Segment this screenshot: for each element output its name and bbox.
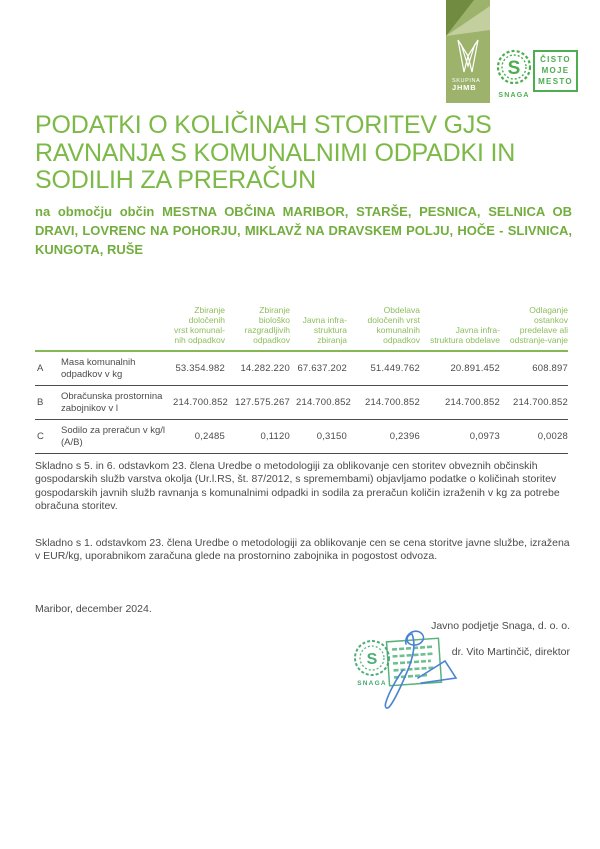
cell-value: 0,2485: [167, 420, 225, 454]
group-name: JHMB: [452, 83, 477, 93]
subtitle-intro: na območju občin: [35, 204, 155, 219]
cell-value: 214.700.852: [500, 386, 568, 420]
row-label: Sodilo za preračun v kg/l (A/B): [55, 420, 167, 454]
cell-value: 214.700.852: [290, 386, 347, 420]
jhmb-logo-text: [452, 78, 480, 93]
row-id: A: [35, 351, 55, 386]
row-label: Obračunska prostornina zabojnikov v l: [55, 386, 167, 420]
group-label: SKUPINA: [452, 78, 481, 84]
svg-text:S: S: [366, 651, 378, 668]
mesto-line: MESTO: [538, 77, 573, 86]
quantities-table-wrap: [35, 287, 570, 454]
jhmb-banner: [446, 0, 490, 103]
cell-value: 20.891.452: [420, 351, 500, 386]
quantities-table: [35, 287, 568, 454]
moje-line: MOJE: [541, 66, 570, 75]
row-id: B: [35, 386, 55, 420]
column-header-infrastruktura-zbiranja: Javna infra-struktura zbiranja: [290, 287, 347, 351]
column-header-zbiranje-bioloski: Zbiranje biološko razgradljivih odpadkov: [225, 287, 290, 351]
svg-text:S: S: [507, 58, 521, 79]
table-row-c: [35, 420, 568, 454]
header-empty-letter: [35, 287, 55, 351]
snaga-logo-label: SNAGA: [498, 92, 530, 99]
title-line-1: PODATKI O KOLIČINAH STORITEV GJS: [35, 111, 492, 139]
stamp-snaga-label: SNAGA: [357, 680, 387, 687]
cell-value: 0,0973: [420, 420, 500, 454]
paragraph-billing: Skladno s 1. odstavkom 23. člena Uredbe o metodologiji za oblikovanje cen se cena storitve javne službe, izražena v EUR/kg, uporabnikom zaračuna glede na prostornino zabojnika in pogostost odvoza.: [35, 537, 570, 563]
cell-value: 608.897: [500, 351, 568, 386]
cisto-moje-mesto-logo: [533, 50, 578, 92]
cell-value: 0,1120: [225, 420, 290, 454]
cell-value: 53.354.982: [167, 351, 225, 386]
cell-value: 0,2396: [347, 420, 420, 454]
page-title: [35, 112, 577, 195]
table-row-a: [35, 351, 568, 386]
signature-company: Javno podjetje Snaga, d. o. o.: [431, 620, 570, 632]
column-header-obdelava: Obdelava določenih vrst komunalnih odpadkov: [347, 287, 420, 351]
table-header-row: [35, 287, 568, 351]
company-stamp-icon: [348, 626, 466, 718]
snaga-logo: [494, 48, 534, 99]
cisto-line: ČISTO: [540, 55, 571, 64]
column-header-zbiranje-komunalni: Zbiranje določenih vrst komunal-nih odpadkov: [167, 287, 225, 351]
row-id: C: [35, 420, 55, 454]
subtitle-municipalities: MESTNA OBČINA MARIBOR, STARŠE, PESNICA, SELNICA OB DRAVI, LOVRENC NA POHORJU, MIKLAVŽ NA DRAVSKEM POLJU, HOČE - SLIVNICA, KUNGOTA, RUŠE: [35, 204, 572, 257]
page-subtitle: [35, 202, 572, 259]
cell-value: 0,0028: [500, 420, 568, 454]
cell-value: 214.700.852: [347, 386, 420, 420]
header-empty-label: [55, 287, 167, 351]
snaga-wreath-icon: [495, 48, 533, 86]
paragraph-legal-basis: Skladno s 5. in 6. odstavkom 23. člena Uredbe o metodologiji za oblikovanje cen storitev obveznih občinskih gospodarskih služb varstva okolja (Ur.l.RS, št. 87/2012, s spremembami) objavljamo podatke o količinah storitev gospodarskih javnih služb ravnanja s komunalnimi odpadki in sodila za preračun količin izraženih v kg za potrebe obračuna storitev.: [35, 460, 560, 513]
title-line-3: SODILIH ZA PRERAČUN: [35, 166, 316, 194]
row-label: Masa komunalnih odpadkov v kg: [55, 351, 167, 386]
column-header-odlaganje: Odlaganje ostankov predelave ali odstranje-vanje: [500, 287, 568, 351]
title-line-2: RAVNANJA S KOMUNALNIMI ODPADKI IN: [35, 138, 516, 167]
cell-value: 127.575.267: [225, 386, 290, 420]
signature-signer: dr. Vito Martinčič, direktor: [451, 646, 570, 658]
place-date: Maribor, december 2024.: [35, 603, 152, 615]
cell-value: 67.637.202: [290, 351, 347, 386]
cell-value: 214.700.852: [167, 386, 225, 420]
cell-value: 14.282.220: [225, 351, 290, 386]
cell-value: 51.449.762: [347, 351, 420, 386]
column-header-infrastruktura-obdelave: Javna infra-struktura obdelave: [420, 287, 500, 351]
table-row-b: [35, 386, 568, 420]
stamp-and-signature: [348, 626, 466, 718]
cell-value: 0,3150: [290, 420, 347, 454]
cell-value: 214.700.852: [420, 386, 500, 420]
